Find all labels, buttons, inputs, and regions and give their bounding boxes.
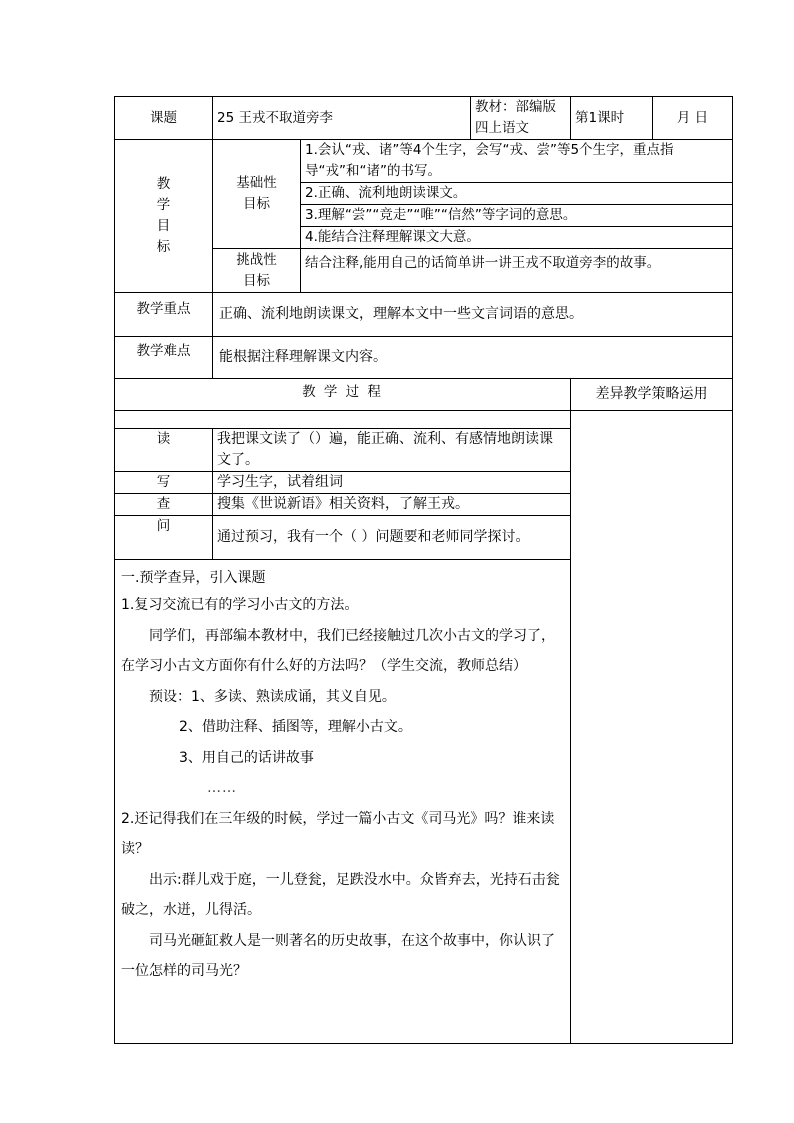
step-1-text: 同学们，再部编本教材中，我们已经接触过几次小古文的学习了，在学习小古文方面你有什么好的方法吗？（学生交流，教师总结） (121, 627, 555, 674)
date-field: 月 日 (653, 97, 733, 140)
textbook-info: 教材：部编版四上语文 (471, 97, 571, 140)
preview-label-search: 查 (115, 494, 213, 516)
preview-label-write: 写 (115, 472, 213, 494)
strategy-column (571, 411, 733, 1044)
challenge-goal-label: 挑战性 目标 (213, 249, 301, 293)
preview-label-ask: 问 (115, 516, 213, 560)
process-header: 教 学 过 程 (115, 379, 571, 411)
basic-goal-2: 2.正确、流利地朗读课文。 (301, 183, 733, 205)
section-heading: 一.预学查异，引入课题 (121, 570, 266, 586)
key-point-text: 正确、流利地朗读课文，理解本文中一些文言词语的意思。 (213, 293, 733, 337)
teaching-goals-label: 教 学 目 标 (115, 140, 213, 293)
strategy-header: 差异教学策略运用 (571, 379, 733, 411)
preview-text-ask: 通过预习，我有一个（ ）问题要和老师同学探讨。 (213, 516, 571, 560)
difficulty-label: 教学难点 (115, 337, 213, 379)
process-body (115, 560, 571, 1044)
basic-goal-label: 基础性 目标 (213, 140, 301, 249)
topic-title: 25 王戎不取道旁李 (213, 97, 471, 140)
step-2: 2.还记得我们在三年级的时候，学过一篇小古文《司马光》吗？谁来读读？ (121, 810, 555, 857)
preview-text-write: 学习生字，试着组词 (213, 472, 571, 494)
key-point-label: 教学重点 (115, 293, 213, 337)
topic-label: 课题 (115, 97, 213, 140)
basic-goal-1: 1.会认“戎、诸”等4个生字，会写“戎、尝”等5个生字，重点指导“戎”和“诸”的书写。 (301, 140, 733, 183)
lesson-number: 第1课时 (571, 97, 653, 140)
preview-label-read: 读 (115, 429, 213, 472)
story-question: 司马光砸缸救人是一则著名的历史故事，在这个故事中，你认识了一位怎样的司马光？ (121, 932, 555, 979)
preview-text-search: 搜集《世说新语》相关资料，了解王戎。 (213, 494, 571, 516)
step-1: 1.复习交流已有的学习小古文的方法。 (121, 597, 359, 613)
blank-row (115, 411, 571, 429)
preview-text-read: 我把课文读了（）遍，能正确、流利、有感情地朗读课文了。 (213, 429, 571, 472)
difficulty-text: 能根据注释理解课文内容。 (213, 337, 733, 379)
preset-1: 预设：1、多读、熟读成诵，其义自见。 (149, 688, 396, 705)
header-row (115, 97, 733, 140)
challenge-goal-text: 结合注释,能用自己的话简单讲一讲王戎不取道旁李的故事。 (301, 249, 733, 293)
basic-goal-3: 3.理解“尝”“竞走”“唯”“信然”等字词的意思。 (301, 205, 733, 227)
preset-3: 3、用自己的话讲故事 (179, 749, 314, 766)
lesson-plan-table (114, 96, 733, 1044)
preset-2: 2、借助注释、插图等，理解小古文。 (179, 719, 412, 735)
show-text: 出示:群儿戏于庭，一儿登瓮，足跌没水中。众皆弃去，光持石击瓮破之，水迸，儿得活。 (121, 871, 560, 918)
basic-goal-4: 4.能结合注释理解课文大意。 (301, 227, 733, 249)
ellipsis: …… (207, 780, 237, 796)
